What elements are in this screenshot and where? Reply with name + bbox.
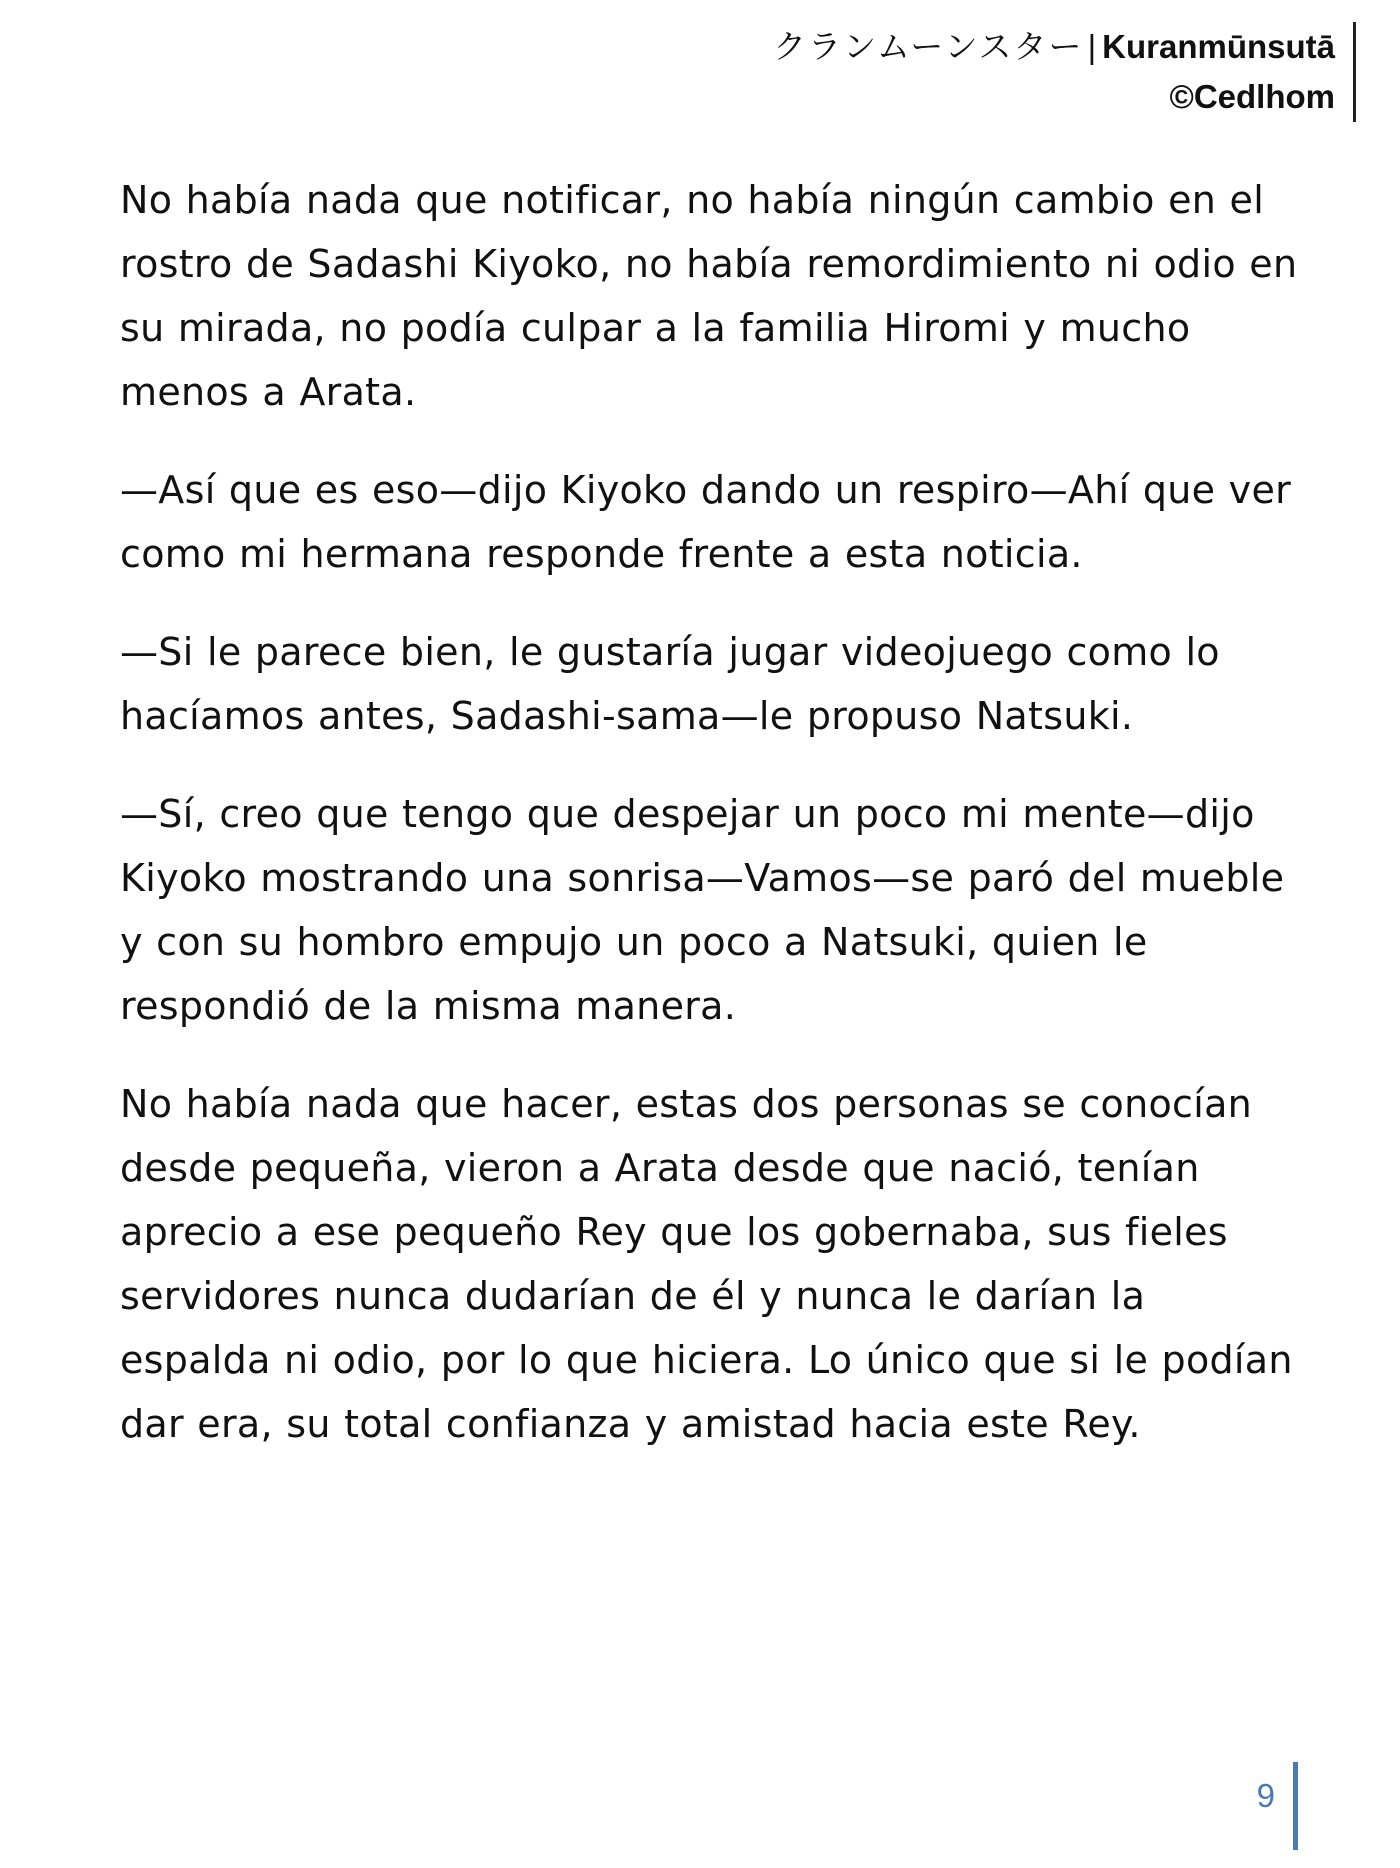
page-number [1257, 1762, 1298, 1850]
paragraph-3: —Si le parece bien, le gustaría jugar videojuego como lo hacíamos antes, Sadashi-sama—le propuso Natsuki. [120, 630, 1220, 738]
document-body [120, 168, 1305, 1490]
header-title-romaji: Kuranmūnsutā [1102, 28, 1335, 65]
header-copyright: ©Cedlhom [1169, 78, 1335, 115]
header-separator: | [1087, 28, 1097, 65]
paragraph-5: No había nada que hacer, estas dos personas se conocían desde pequeña, vieron a Arata desde que nació, tenían aprecio a ese pequeño Rey que los gobernaba, sus fieles servidores nunca dudarían de él y nunca le darían la espalda ni odio, por lo que hiciera. Lo único que si le podían dar era, su total confianza y amistad hacia este Rey. [120, 1082, 1293, 1446]
paragraph-4: —Sí, creo que tengo que despejar un poco mi mente—dijo Kiyoko mostrando una sonrisa—Vamos—se paró del mueble y con su hombro empujo un poco a Natsuki, quien le respondió de la misma manera. [120, 792, 1285, 1028]
page-number-value: 9 [1256, 1777, 1275, 1814]
paragraph-1: No había nada que notificar, no había ningún cambio en el rostro de Sadashi Kiyoko, no había remordimiento ni odio en su mirada, no podía culpar a la familia Hiromi y mucho menos a Arata. [120, 178, 1298, 414]
header-title-line [773, 22, 1335, 72]
paragraph-2: —Así que es eso—dijo Kiyoko dando un respiro—Ahí que ver como mi hermana responde frente a esta noticia. [120, 468, 1292, 576]
page-header [773, 22, 1356, 122]
header-title-japanese: クランムーンスター [773, 27, 1084, 66]
